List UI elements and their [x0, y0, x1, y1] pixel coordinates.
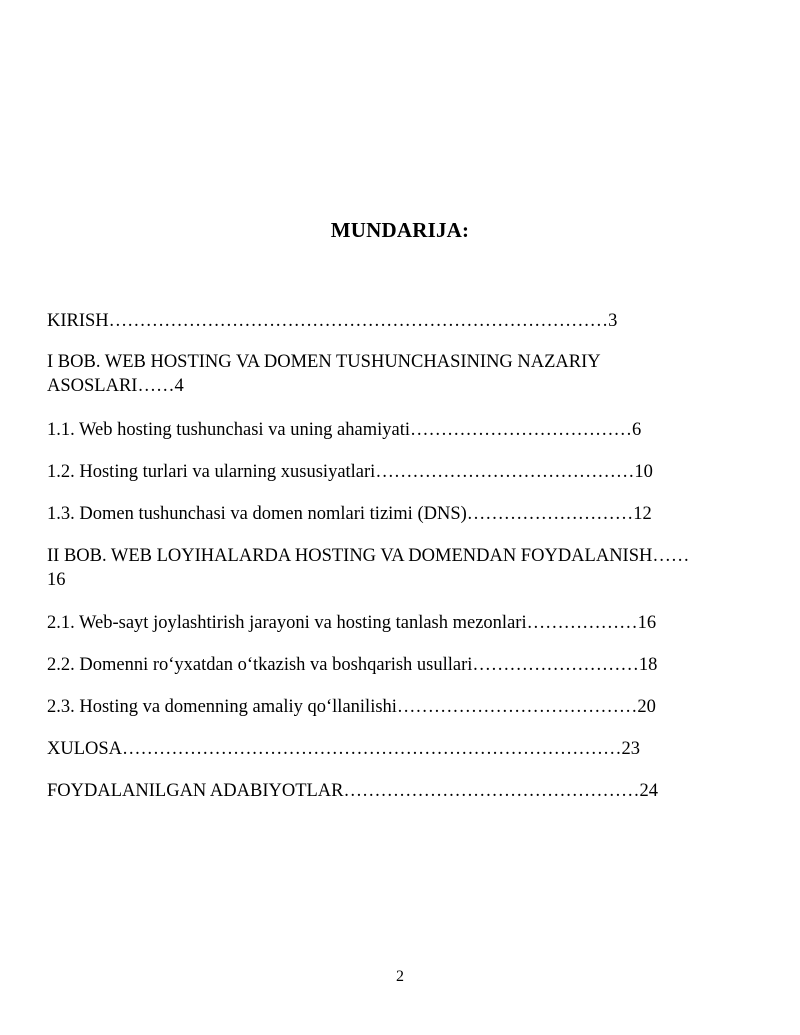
- toc-entry-references: FOYDALANILGAN ADABIYOTLAR…………………………………………24: [47, 781, 658, 801]
- page-number: 2: [396, 968, 404, 985]
- toc-entry-xulosa: XULOSA………………………………………………………………………23: [47, 739, 641, 759]
- toc-entry-2-2: 2.2. Domenni ro‘yxatdan o‘tkazish va boshqarish usullari………………………18: [47, 655, 658, 675]
- toc-entry-2-1: 2.1. Web-sayt joylashtirish jarayoni va hosting tanlash mezonlari………………16: [47, 613, 657, 633]
- toc-entry-2-3: 2.3. Hosting va domenning amaliy qo‘llanilishi…………………………………20: [47, 697, 656, 717]
- page-title: MUNDARIJA:: [330, 218, 470, 242]
- toc-entry-1-1: 1.1. Web hosting tushunchasi va uning ahamiyati………………………………6: [47, 420, 642, 440]
- toc-entry-chapter-1: I BOB. WEB HOSTING VA DOMEN TUSHUNCHASINING NAZARIY ASOSLARI……4: [47, 352, 600, 396]
- toc-entry-1-3: 1.3. Domen tushunchasi va domen nomlari tizimi (DNS)………………………12: [47, 504, 652, 524]
- toc-entry-kirish: KIRISH………………………………………………………………………3: [47, 311, 618, 331]
- toc-entry-chapter-2: II BOB. WEB LOYIHALARDA HOSTING VA DOMENDAN FOYDALANISH……16: [47, 546, 690, 590]
- toc-entry-1-2: 1.2. Hosting turlari va ularning xususiyatlari……………………………………10: [47, 462, 653, 482]
